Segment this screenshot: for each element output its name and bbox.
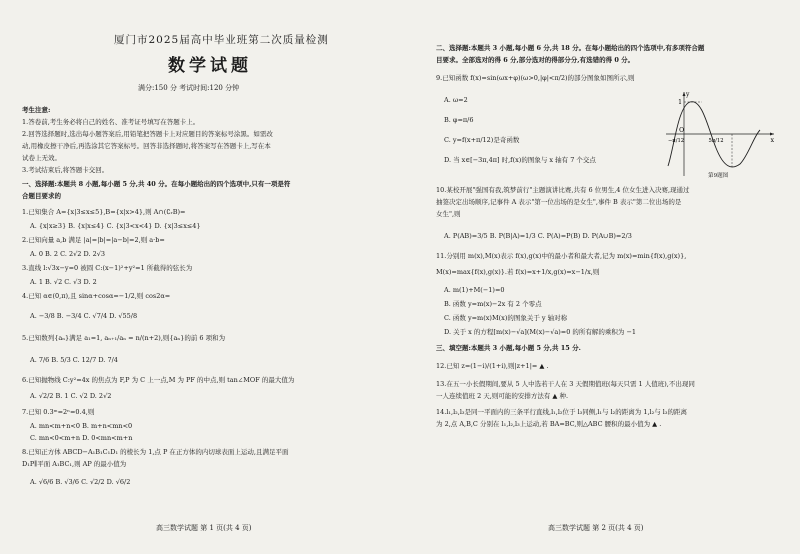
question-9-option-d: D. 当 x∈[−3π,4π] 时,f(x)的图象与 x 轴有 7 个交点 [444, 156, 596, 164]
question-13: 13.在五一小长假期间,要从 5 人中选若干人在 3 天假期值班(每天只需 1 人值班),不出现同 [436, 380, 695, 388]
x-tick-right: 5π/12 [708, 138, 724, 144]
question-12: 12.已知 z=(1−i)/(1+i),则|z+1|= ▲ . [436, 362, 549, 370]
notice-line: 动,用橡皮擦干净后,再选涂其它答案标号。回答非选择题时,将答案写在答题卡上,写在本 [22, 142, 271, 150]
question-2-options: A. 0 B. 2 C. 2√2 D. 2√3 [30, 250, 106, 258]
question-7: 7.已知 0.3ᵐ=2ⁿ=0.4,则 [22, 408, 95, 416]
question-6: 6.已知抛物线 C:y²=4x 的焦点为 F,P 为 C 上一点,M 为 PF 的中点,则 tan∠MOF 的最大值为 [22, 376, 295, 384]
figure-caption: 第9题图 [708, 173, 729, 179]
page-footer: 高三数学试题 第 2 页(共 4 页) [548, 524, 644, 532]
question-1-options: A. {x|x≥3} B. {x|x≤4} C. {x|3<x<4} D. {x|3≤x≤4} [30, 222, 201, 230]
x-axis-label: x [770, 137, 774, 144]
question-11-option-d: D. 关于 x 的方程[m(x)−√a](M(x)−√a)=0 的所有解的乘积为 −1 [444, 328, 637, 336]
question-14-cont: 为 2,点 A,B,C 分别在 l₁,l₂,l₃上运动,若 BA=BC,则△ABC 腰积的最小值为 ▲ . [436, 420, 662, 428]
exam-page-1 [18, 0, 398, 554]
notice-line: 3.考试结束后,将答题卡交回。 [22, 166, 109, 174]
page-footer: 高三数学试题 第 1 页(共 4 页) [156, 524, 252, 532]
section3-title: 三、填空题:本题共 3 小题,每小题 5 分,共 15 分. [436, 344, 581, 352]
question-9: 9.已知函数 f(x)=sin(ωx+φ)(ω>0,|φ|<π/2)的部分图象如图所示,则 [436, 74, 635, 82]
question-11-option-a: A. m(1)+M(−1)=0 [444, 286, 505, 294]
question-4-options: A. −3/8 B. −3/4 C. √7/4 D. √55/8 [30, 312, 138, 320]
question-8-options: A. √6/6 B. √3/6 C. √2/2 D. √6/2 [30, 478, 131, 486]
y-axis-label: y [686, 91, 690, 98]
section1-title: 一、选择题:本题共 8 小题,每小题 5 分,共 40 分。在每小题给出的四个选项中,只有一项是符 [22, 180, 291, 188]
question-11-option-b: B. 函数 y=m(x)−2x 有 2 个零点 [444, 300, 542, 308]
question-11: 11.分别用 m(x),M(x)表示 f(x),g(x)中的最小者和最大者,记为 m(x)=min{f(x),g(x)}, [436, 252, 687, 260]
question-11-option-c: C. 函数 y=m(x)M(x)的图象关于 y 轴对称 [444, 314, 568, 322]
score-time: 满分:150 分 考试时间:120 分钟 [138, 84, 240, 92]
question-5: 5.已知数列{aₙ}满足 a₁=1, aₙ₊₁/aₙ = n/(n+2),则{aₙ}的前 6 项和为 [22, 334, 226, 342]
y-tick-label: 1 [678, 99, 682, 106]
section2-title: 二、选择题:本题共 3 小题,每小题 6 分,共 18 分。在每小题给出的四个选项中,有多项符合题 [436, 44, 705, 52]
question-3-options: A. 1 B. √2 C. √3 D. 2 [30, 278, 97, 286]
question-10: 10.某校开展"强国有我,筑梦前行"主题演讲比赛,共有 6 位男生,4 位女生进入决赛,现通过 [436, 186, 690, 194]
question-9-option-b: B. φ=π/6 [444, 116, 474, 124]
question-6-options: A. √2/2 B. 1 C. √2 D. 2√2 [30, 392, 112, 400]
question-13-cont: 一人连续值班 2 天,则可能的安排方法有 ▲ 种. [436, 392, 569, 400]
question-10-cont: 抽签决定出场顺序,记事件 A 表示"第一位出场的是女生",事件 B 表示"第二位出场的是 [436, 198, 682, 206]
question-14: 14.l₁,l₂,l₃是同一平面内的三条平行直线,l₁,l₂位于 l₃同侧,l₁与 l₂的距离为 1,l₂与 l₃的距离 [436, 408, 687, 416]
question-1: 1.已知集合 A={x|3≤x≤5},B={x|x>4},则 A∩(∁ᵣB)= [22, 208, 186, 216]
x-axis-arrow [770, 133, 774, 136]
question-8: 8.已知正方体 ABCD−A₁B₁C₁D₁ 的棱长为 1,点 P 在正方体的内切球表面上运动,且满足平面 [22, 448, 289, 456]
section2-title: 目要求。全部选对的得 6 分,部分选对的得部分分,有选错的得 0 分。 [436, 56, 635, 64]
question-9-option-c: C. y=f(x+π/12)是奇函数 [444, 136, 520, 144]
question-2: 2.已知向量 a,b 满足 |a|=|b|=|a−b|=2,则 a·b= [22, 236, 165, 244]
question-8-cont: D₁P∥平面 A₁BC₁,则 AP 的最小值为 [22, 460, 127, 468]
question-10-options: A. P(AB)=3/5 B. P(B|A)=1/3 C. P(A)=P(B) D. P(A∪B)=2/3 [444, 232, 632, 240]
question-4: 4.已知 α∈(0,π),且 sinα+cosα=−1/2,则 cos2α= [22, 292, 171, 300]
section1-title: 合题目要求的 [22, 192, 61, 200]
exam-title: 厦门市2025届高中毕业班第二次质量检测 [114, 34, 329, 46]
notice-line: 2.回答选择题时,选出每小题答案后,用铅笔把答题卡上对应题目的答案标号涂黑。如需改 [22, 130, 273, 138]
question-11-cont: M(x)=max{f(x),g(x)}.若 f(x)=x+1/x,g(x)=x−1/x,则 [436, 268, 600, 276]
question-3: 3.直线 l:√3x−y=0 被圆 C:(x−1)²+y²=1 所截得的弦长为 [22, 264, 193, 272]
sine-graph-figure [662, 88, 778, 180]
exam-page-2 [436, 0, 792, 554]
question-9-option-a: A. ω=2 [444, 96, 468, 104]
question-7-options-ab: A. mn<m+n<0 B. m+n<mn<0 [30, 422, 133, 430]
origin-label: O [679, 127, 684, 134]
question-5-options: A. 7/6 B. 5/3 C. 12/7 D. 7/4 [30, 356, 118, 364]
question-10-cont: 女生",则 [436, 210, 461, 218]
question-7-options-cd: C. mn<0<m+n D. 0<mn<m+n [30, 434, 133, 442]
notice-title: 考生注意: [22, 106, 51, 114]
subject-title: 数学试题 [168, 56, 252, 76]
notice-line: 试卷上无效。 [22, 154, 61, 162]
notice-line: 1.答卷前,考生务必将自己的姓名、准考证号填写在答题卡上。 [22, 118, 200, 126]
x-tick-left: −π/12 [667, 138, 685, 144]
